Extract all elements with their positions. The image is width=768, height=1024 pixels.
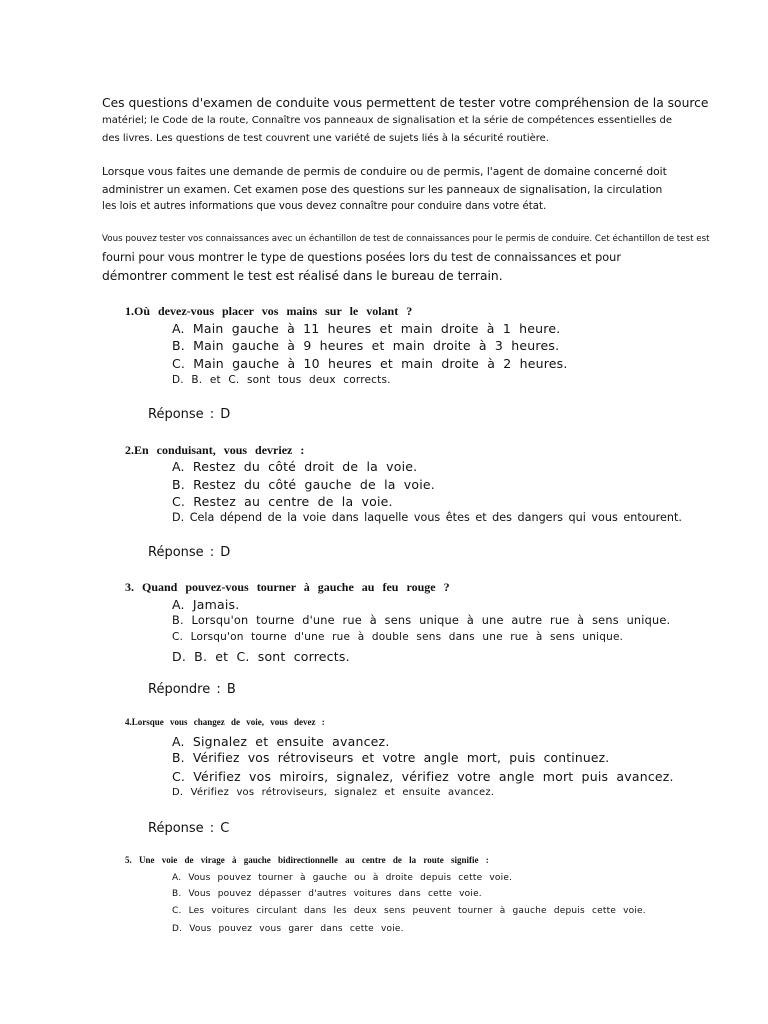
answer-option: B. Vérifiez vos rétroviseurs et votre angle mort, puis continuez. [172, 751, 610, 765]
answer-key: Réponse : D [148, 407, 231, 422]
answer-option: A. Main gauche à 11 heures et main droite à 1 heure. [172, 321, 561, 336]
question-title: 4.Lorsque vous changez de voie, vous devez : [125, 717, 325, 727]
answer-option: A. Vous pouvez tourner à gauche ou à droite depuis cette voie. [172, 873, 513, 883]
answer-option: D. Cela dépend de la voie dans laquelle vous êtes et des dangers qui vous entourent. [172, 511, 682, 524]
answer-option: D. Vérifiez vos rétroviseurs, signalez et ensuite avancez. [172, 787, 495, 798]
answer-option: C. Main gauche à 10 heures et main droite à 2 heures. [172, 356, 568, 371]
answer-key: Réponse : C [148, 821, 230, 836]
answer-key: Répondre : B [148, 682, 236, 697]
question-title: 3. Quand pouvez-vous tourner à gauche au feu rouge ? [125, 580, 450, 594]
answer-option: B. Vous pouvez dépasser d'autres voitures dans cette voie. [172, 889, 482, 899]
intro-line: démontrer comment le test est réalisé dans le bureau de terrain. [102, 269, 503, 283]
answer-option: B. Restez du côté gauche de la voie. [172, 477, 435, 492]
intro-line: fourni pour vous montrer le type de questions posées lors du test de connaissances et pour [102, 251, 621, 264]
intro-line: administrer un examen. Cet examen pose des questions sur les panneaux de signalisation, la circulation [102, 183, 663, 196]
answer-option: A. Jamais. [172, 597, 240, 612]
answer-option: C. Restez au centre de la voie. [172, 494, 393, 509]
question-title: 1.Où devez-vous placer vos mains sur le volant ? [125, 304, 413, 318]
answer-option: D. B. et C. sont tous deux corrects. [172, 374, 391, 386]
answer-option: A. Signalez et ensuite avancez. [172, 734, 390, 749]
intro-line: matériel; le Code de la route, Connaître vos panneaux de signalisation et la série de compétences essentielles de [102, 115, 672, 126]
answer-option: B. Lorsqu'on tourne d'une rue à sens unique à une autre rue à sens unique. [172, 614, 671, 627]
question-title: 5. Une voie de virage à gauche bidirectionnelle au centre de la route signifie : [125, 855, 489, 865]
answer-option: C. Les voitures circulant dans les deux sens peuvent tourner à gauche depuis cette voie. [172, 906, 646, 916]
answer-key: Réponse : D [148, 545, 231, 560]
answer-option: C. Lorsqu'on tourne d'une rue à double sens dans une rue à sens unique. [172, 631, 624, 643]
answer-option: D. Vous pouvez vous garer dans cette voie. [172, 924, 404, 934]
answer-option: A. Restez du côté droit de la voie. [172, 459, 418, 474]
answer-option: B. Main gauche à 9 heures et main droite à 3 heures. [172, 338, 560, 353]
intro-line: Vous pouvez tester vos connaissances avec un échantillon de test de connaissances pour le permis de conduire. Cet échantillon de test est [102, 234, 710, 244]
question-title: 2.En conduisant, vous devriez : [125, 443, 305, 457]
answer-option: D. B. et C. sont corrects. [172, 649, 350, 664]
intro-line: les lois et autres informations que vous devez connaître pour conduire dans votre état. [102, 201, 547, 212]
intro-line: Lorsque vous faites une demande de permis de conduire ou de permis, l'agent de domaine concerné doit [102, 165, 667, 178]
intro-line: Ces questions d'examen de conduite vous permettent de tester votre compréhension de la source [102, 96, 709, 110]
answer-option: C. Vérifiez vos miroirs, signalez, vérifiez votre angle mort puis avancez. [172, 769, 674, 784]
intro-line: des livres. Les questions de test couvrent une variété de sujets liés à la sécurité routière. [102, 133, 549, 144]
